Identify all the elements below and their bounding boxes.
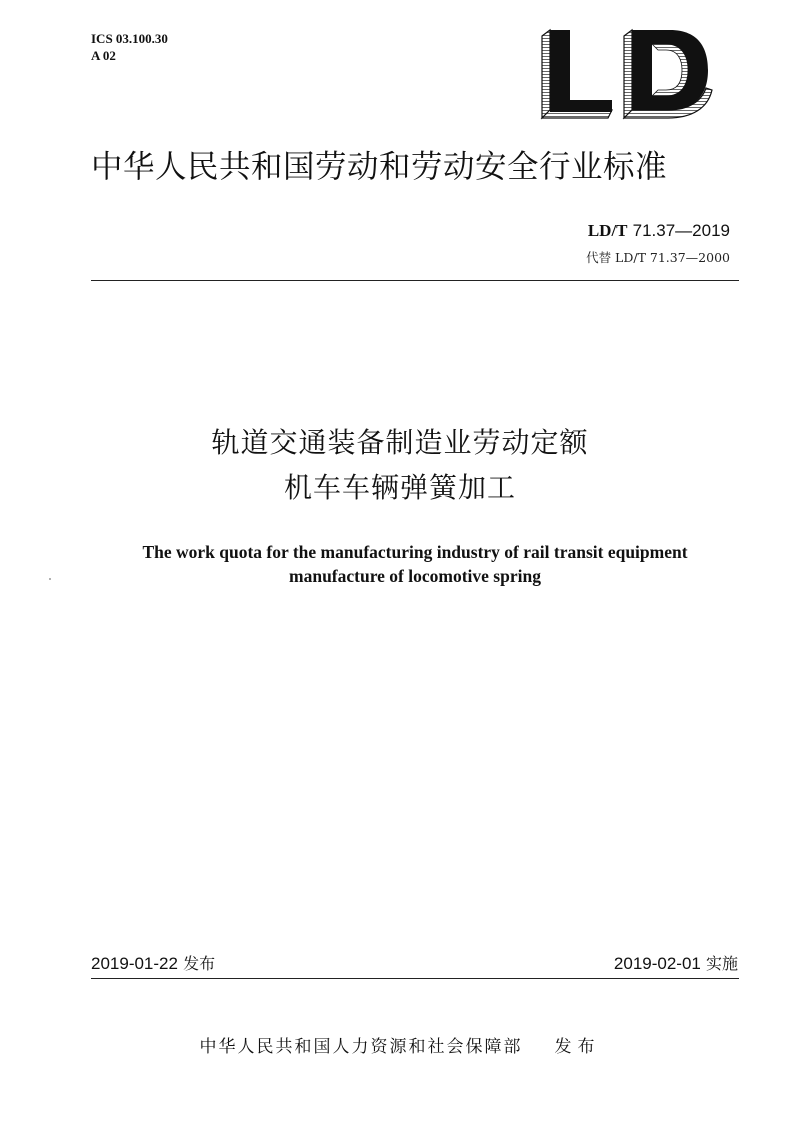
implementation-date bbox=[614, 951, 738, 974]
publish-date bbox=[91, 951, 215, 974]
standard-name: 中华人民共和国劳动和劳动安全行业标准 bbox=[91, 149, 668, 185]
classification-codes bbox=[91, 30, 168, 64]
footer-divider bbox=[91, 978, 739, 979]
publish-date-label: 发布 bbox=[183, 954, 216, 973]
standard-code-number: 71.37—2019 bbox=[632, 221, 730, 240]
english-title bbox=[0, 540, 800, 588]
publish-date-value: 2019-01-22 bbox=[91, 954, 178, 973]
issuing-authority bbox=[0, 1032, 800, 1057]
standard-code-prefix: LD/T bbox=[587, 221, 628, 240]
scan-speck bbox=[49, 578, 51, 580]
implementation-date-value: 2019-02-01 bbox=[613, 954, 701, 973]
chinese-title bbox=[0, 420, 800, 510]
english-title-line-2: manufacture of locomotive spring bbox=[289, 566, 541, 586]
replaces-standard: 代替 LD/T 71.37—2000 bbox=[586, 250, 730, 265]
chinese-title-line-2: 机车车辆弹簧加工 bbox=[283, 471, 516, 504]
issuer-name: 中华人民共和国人力资源和社会保障部 bbox=[199, 1037, 523, 1057]
ld-logo-graphic bbox=[540, 28, 715, 126]
english-title-line-1: The work quota for the manufacturing industry of rail transit equipment bbox=[142, 542, 688, 562]
standard-code bbox=[588, 221, 730, 241]
ics-code: ICS 03.100.30 bbox=[91, 31, 168, 46]
issuer-action: 发布 bbox=[554, 1037, 601, 1057]
implementation-date-label: 实施 bbox=[705, 954, 738, 973]
ld-logo bbox=[540, 28, 715, 126]
ccs-code: A 02 bbox=[91, 48, 116, 63]
chinese-title-line-1: 轨道交通装备制造业劳动定额 bbox=[211, 426, 589, 459]
header-divider bbox=[91, 280, 739, 281]
